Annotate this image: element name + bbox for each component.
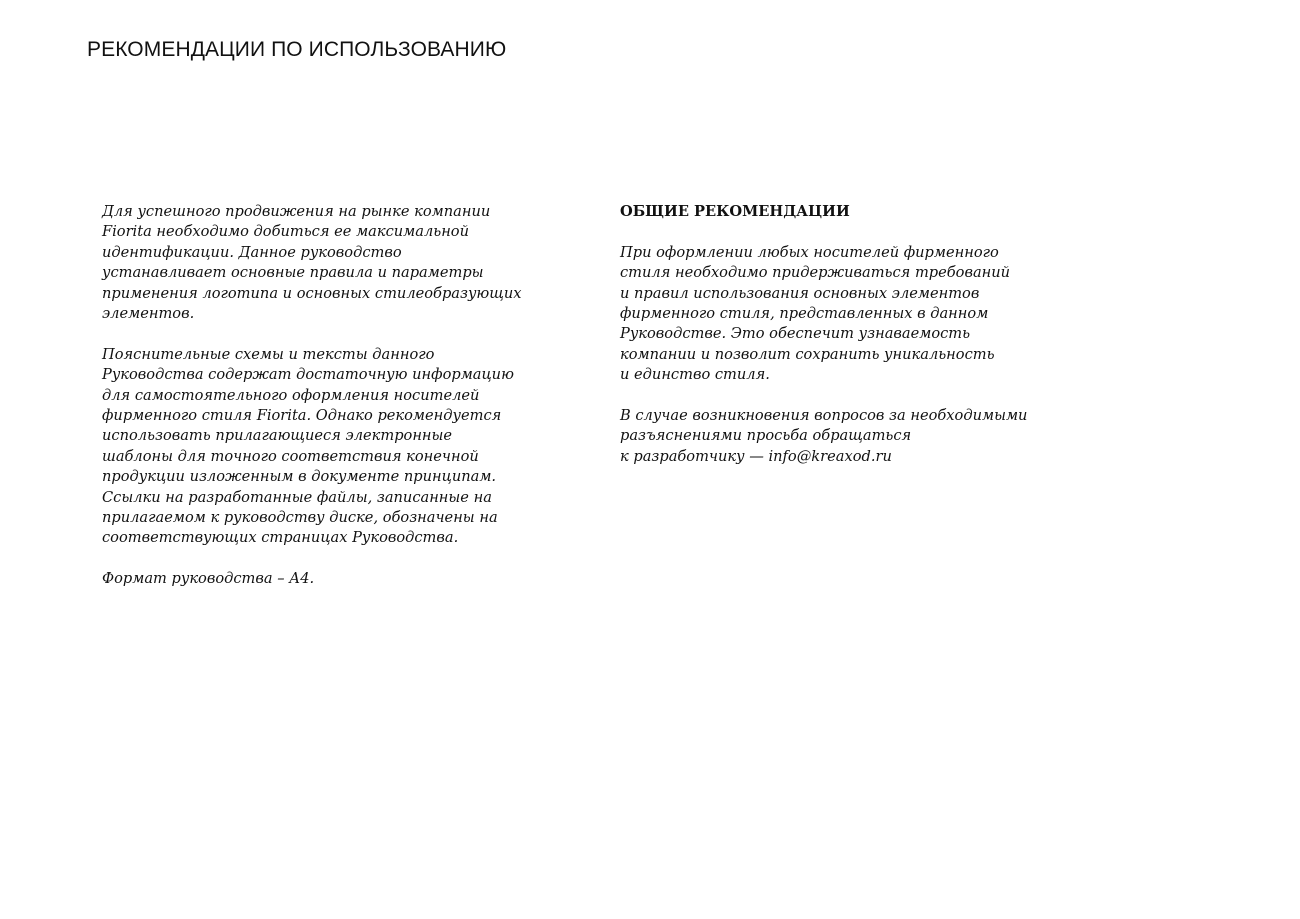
text-line: стиля необходимо придерживаться требований: [620, 264, 1011, 282]
section-heading: ОБЩИЕ РЕКОМЕНДАЦИИ: [620, 203, 850, 220]
style-rules-paragraph: [620, 243, 1040, 386]
text-line: соответствующих страницах Руководства.: [102, 529, 459, 547]
text-line: В случае возникновения вопросов за необходимыми: [620, 407, 1028, 425]
text-line: идентификации. Данное руководство: [102, 243, 402, 261]
text-line: Руководства содержат достаточную информацию: [102, 366, 514, 384]
text-line: для самостоятельного оформления носителей: [102, 386, 480, 404]
page-title: РЕКОМЕНДАЦИИ ПО ИСПОЛЬЗОВАНИЮ: [87, 38, 507, 61]
text-line: разъяснениями просьба обращаться: [620, 427, 912, 445]
format-paragraph: [102, 569, 522, 589]
text-line: Пояснительные схемы и тексты данного: [102, 345, 435, 363]
intro-column: [102, 202, 522, 610]
text-line: компании и позволит сохранить уникальность: [620, 345, 995, 363]
text-line: и единство стиля.: [620, 366, 770, 384]
intro-paragraph: [102, 202, 522, 324]
text-line: фирменного стиля, представленных в данном: [620, 305, 989, 323]
text-line: шаблоны для точного соответствия конечной: [102, 447, 479, 465]
general-recommendations-column: [620, 202, 1040, 488]
text-line: применения логотипа и основных стилеобразующих: [102, 284, 522, 302]
text-line: продукции изложенным в документе принципам.: [102, 468, 497, 486]
text-line: При оформлении любых носителей фирменного: [620, 243, 999, 261]
text-line: устанавливает основные правила и параметры: [102, 264, 484, 282]
templates-paragraph: [102, 345, 522, 549]
text-line: Формат руководства – А4.: [102, 570, 315, 588]
text-line: использовать прилагающиеся электронные: [102, 427, 453, 445]
text-line: Для успешного продвижения на рынке компании: [102, 203, 491, 220]
text-line: и правил использования основных элементов: [620, 284, 980, 302]
contact-line: к разработчику — info@kreaxod.ru: [620, 447, 892, 465]
text-line: прилагаемом к руководству диске, обозначены на: [102, 509, 498, 527]
text-line: Ссылки на разработанные файлы, записанные на: [102, 488, 492, 506]
text-line: элементов.: [102, 305, 195, 323]
text-line: фирменного стиля Fiorita. Однако рекомендуется: [102, 407, 502, 425]
contact-paragraph: [620, 406, 1040, 467]
text-line: Руководстве. Это обеспечит узнаваемость: [620, 325, 971, 343]
text-line: Fiorita необходимо добиться ее максимальной: [102, 223, 469, 241]
